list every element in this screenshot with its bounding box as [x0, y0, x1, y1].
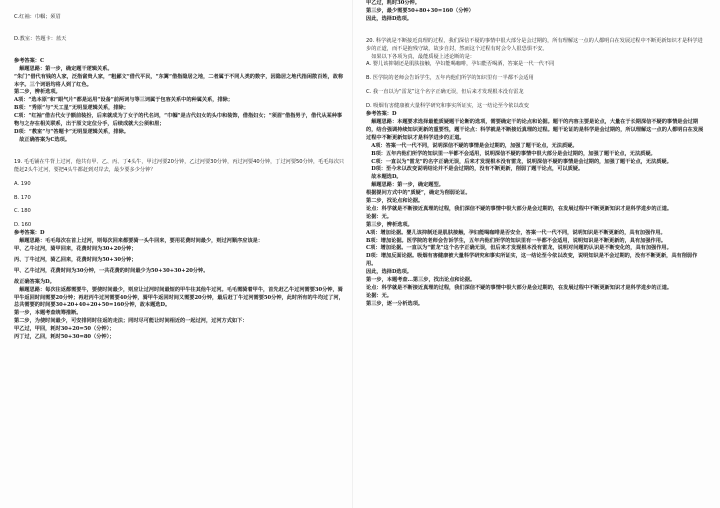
text-line: C. 180	[14, 208, 31, 215]
text-line: 第三步，辨析选项。	[366, 221, 413, 228]
text-line: 论据：无。	[366, 292, 392, 299]
column-gutter	[352, 0, 353, 508]
text-line: 如果以下各项为真，最能质疑上述论断的是：	[366, 53, 475, 60]
text-line: D. 吸烟有害健康被大量科学研究和事实所证实，这一结论至今依以改变	[366, 103, 529, 110]
text-line: 因此，选择D选项。	[366, 269, 412, 276]
text-line: 故本题选D。	[366, 174, 402, 181]
text-line: A. 190	[14, 180, 31, 187]
text-line: A. 婴儿该抑制还是肌肤接触，孕妇能喝咖啡，孕妇能否喝酒，答案是一代一代不同	[366, 61, 555, 68]
text-line: C项：“红袖”借古代女子额前装扮，后来就成为了女子的代名词，“巾帼”是古代妇女的头巾和装饰，借指妇女；“须眉”借指男子，借代从某种事物与之存在相关联系，出于原文定位分手，后续成就大公须和眉；	[14, 113, 343, 128]
spacer	[14, 44, 346, 58]
text-line: A项：答案一代一代不同，说明深信不疑的事情是会过期的，加强了题干论点，无法质疑。	[366, 142, 578, 149]
text-line: D项：“教室”与“答题卡”无明显逻辑关系，排除。	[14, 128, 129, 135]
text-line: B. 170	[14, 194, 31, 201]
text-line: 解题思路：第一步，确定题型。	[366, 182, 444, 189]
spacer	[14, 22, 346, 36]
text-line: 丙丁过，乙回，耗时50+30=80（分钟）；	[14, 334, 115, 341]
text-line: 论点：科学就是不断接近真理的过程，我们深信不疑的事情中很大部分是会过期的，在发展过程中不断更新知识才是科学进步的正道。	[366, 205, 673, 212]
text-line: 故正确答案为C选项。	[14, 136, 71, 143]
text-line: B. 医学院的老师会告诉学生，五年内他们所学的知识里有一半都不会适用	[366, 75, 534, 82]
text-line: 故正确答案为D。	[14, 278, 55, 285]
text-line: 丙、丁牛过河，骑乙回来，花费时间为50+30分钟；	[14, 256, 137, 263]
text-line: C项：一直以为“雷龙”的名字正确无误，后来才发现根本没有雷龙，说明深信不疑的事情是会过期的，加强了题干论点，无法质疑。	[366, 158, 672, 165]
text-line: C项：增加论据。一直以为“雷龙”这个名字正确无误，但后来才发现根本没有雷龙，说明对问题的认识是不断变化的，具有加强作用。	[366, 245, 672, 252]
text-line: 第一步，本题考查统筹推断。	[14, 310, 82, 317]
text-line: “朱门”借代有钱的人家，泛指富贵人家，“粗鄙文”借代平民，“东篱”借指隐居之地，二者属于不同人类的数字，因隐居之地代指闲散百姓，故称本字。三个词语均将人到了红色。	[14, 73, 344, 88]
text-line: B项：五年内他们所学的知识里一半都不会适用，说明深信不疑的事情中很大部分是会过期的，加强了题干论点，无法质疑。	[366, 150, 656, 157]
text-line: 第二步，辨析选项。	[14, 89, 61, 96]
text-line: 论据：无。	[366, 213, 392, 220]
text-line: 甲、乙牛过河，花费时间为30分钟，一共花费的时间最少为50+30+30+20分钟。	[14, 267, 209, 274]
text-line: 第三步，最少需要50+80+30=160（分钟）	[366, 7, 474, 14]
text-line: B项：“秀原”与“天工星”无明显逻辑关系，排除；	[14, 105, 129, 112]
text-line: D项：增加反面论据。吸烟有害健康被大量科学研究和事实所证实，这一结论至今依以改变，说明知识是不会过期的，没有不断更新，具有削弱作用。	[366, 253, 698, 268]
text-line: 参考答案：D	[366, 111, 397, 118]
text-line: 参考答案：C	[14, 57, 45, 64]
spacer	[366, 24, 706, 38]
text-line: 根据提问方式中的“质疑”，确定为削弱论证。	[366, 190, 471, 197]
text-line: A项：增加论据。婴儿该抑制还是肌肤接触，孕妇能喝咖啡是否安全，答案一代一代不同，说明知识是不断更新的，具有加强作用。	[366, 229, 666, 236]
text-line: 甲乙过，耗时30分钟。	[366, 0, 420, 6]
text-line: D.教室：答题卡：蓝天	[14, 35, 67, 42]
text-line: 甲、乙牛过河，骑甲回来，花费时间为30+20分钟；	[14, 246, 137, 253]
text-line: 论点：科学就是不断接近真理的过程，我们深信不疑的事情中很大部分是会过期的，在发展过程中不断更新知识才是科学进步的正道。	[366, 285, 673, 291]
text-line: 解题思路：毛毛每次在首上过河，则每次回来都要骑一头牛回来，要用花费时间最少，则过河顺序应该是：	[14, 238, 264, 245]
text-line: D. 160	[14, 222, 32, 229]
text-line: 因此，选择D选项。	[366, 15, 412, 22]
text-line: A项：“选本原”和“眼气片”都是运用“设备”前两词与等三词属于包容关系中的种属关系，排除；	[14, 97, 234, 104]
text-line: 解题思路：本题要求选择最能质疑题干论断的选项，需要确定干的论点和论据。题干的内容主要是论点，大量在于长期深信不疑的事情是会过期的，结合强调持续知识更新的重要性，题干论点：科学就是不断接近真理的过程。题干论证的是科学是会过期的，所以理解这一点的人都明白在发展过程中不断更新知识才是科学进步的正道。	[366, 118, 704, 141]
text-line: 第二步，为使时间最少，可安排同时往返的走法；同时尽可能让时间相近的一起过河，过河方式如下：	[14, 318, 248, 325]
text-line: D项：至今未以改变说明结论并不是会过期的，没有不断更新，削弱了题干论点，可以质疑。	[366, 166, 584, 173]
text-line: 解题思路：每次往返都需要牛，要使时间最少，则应让过河时间最短的甲牛往其他牛过河。毛毛需骑着甲牛，首先赶乙牛过河需要30分钟，骑甲牛返回时间需要20分钟；再赶丙牛过河需要40分钟，骑甲牛返回时间又需要20分钟，最后赶丁牛过河需要50分钟，此时所有的牛均过了河，总共需要的时间要30+20+40+20+50=160分钟，故本题选D。	[14, 286, 344, 309]
text-line: 参考答案：D	[14, 230, 45, 237]
spacer	[14, 145, 346, 159]
text-line: C.红袖：巾帼；须眉	[14, 14, 61, 20]
right-column	[366, 0, 706, 508]
text-line: 解题思路：第一步，确定题干逻辑关系。	[14, 65, 113, 72]
left-column	[14, 0, 346, 508]
text-line: 第二步，找论点和论据。	[366, 198, 424, 205]
text-line: B项：增加论据。医学院的老师会告诉学生，五年内他们所学的知识里有一半都不会适用，说明知识是不断更新的，具有加强作用。	[366, 237, 667, 244]
text-line: 19. 毛毛铺在牛背上过河，他共有甲、乙、丙、丁4头牛，甲过河要20分钟，乙过河要30分钟，丙过河要40分钟，丁过河要50分钟，毛毛每次只能赶2头牛过河，要把4头牛都赶到对岸去，最少要多少分钟？	[14, 158, 345, 173]
text-line: 甲乙过，甲回，耗时30+20=50（分钟）；	[14, 326, 115, 333]
text-line: 20. 科学就是不断接近真理的过程，我们深信不疑的事情中很大部分是会过期的，所有理解这一点的人都明白在发展过程中不断更新知识才是科学进步的正道，而不是抱残守缺，故步自封，然而这个过程有时会令人很恐惧不安。	[366, 37, 703, 52]
spacer	[14, 0, 346, 14]
text-line: C. 我一直以为“雷龙”这个名字正确无误，但后来才发现根本没有雷龙	[366, 89, 524, 96]
text-line: 第一步，本题考查...第三步，找出论点和论据。	[366, 277, 476, 284]
text-line: 第三步，逐一分析选项。	[366, 300, 424, 307]
